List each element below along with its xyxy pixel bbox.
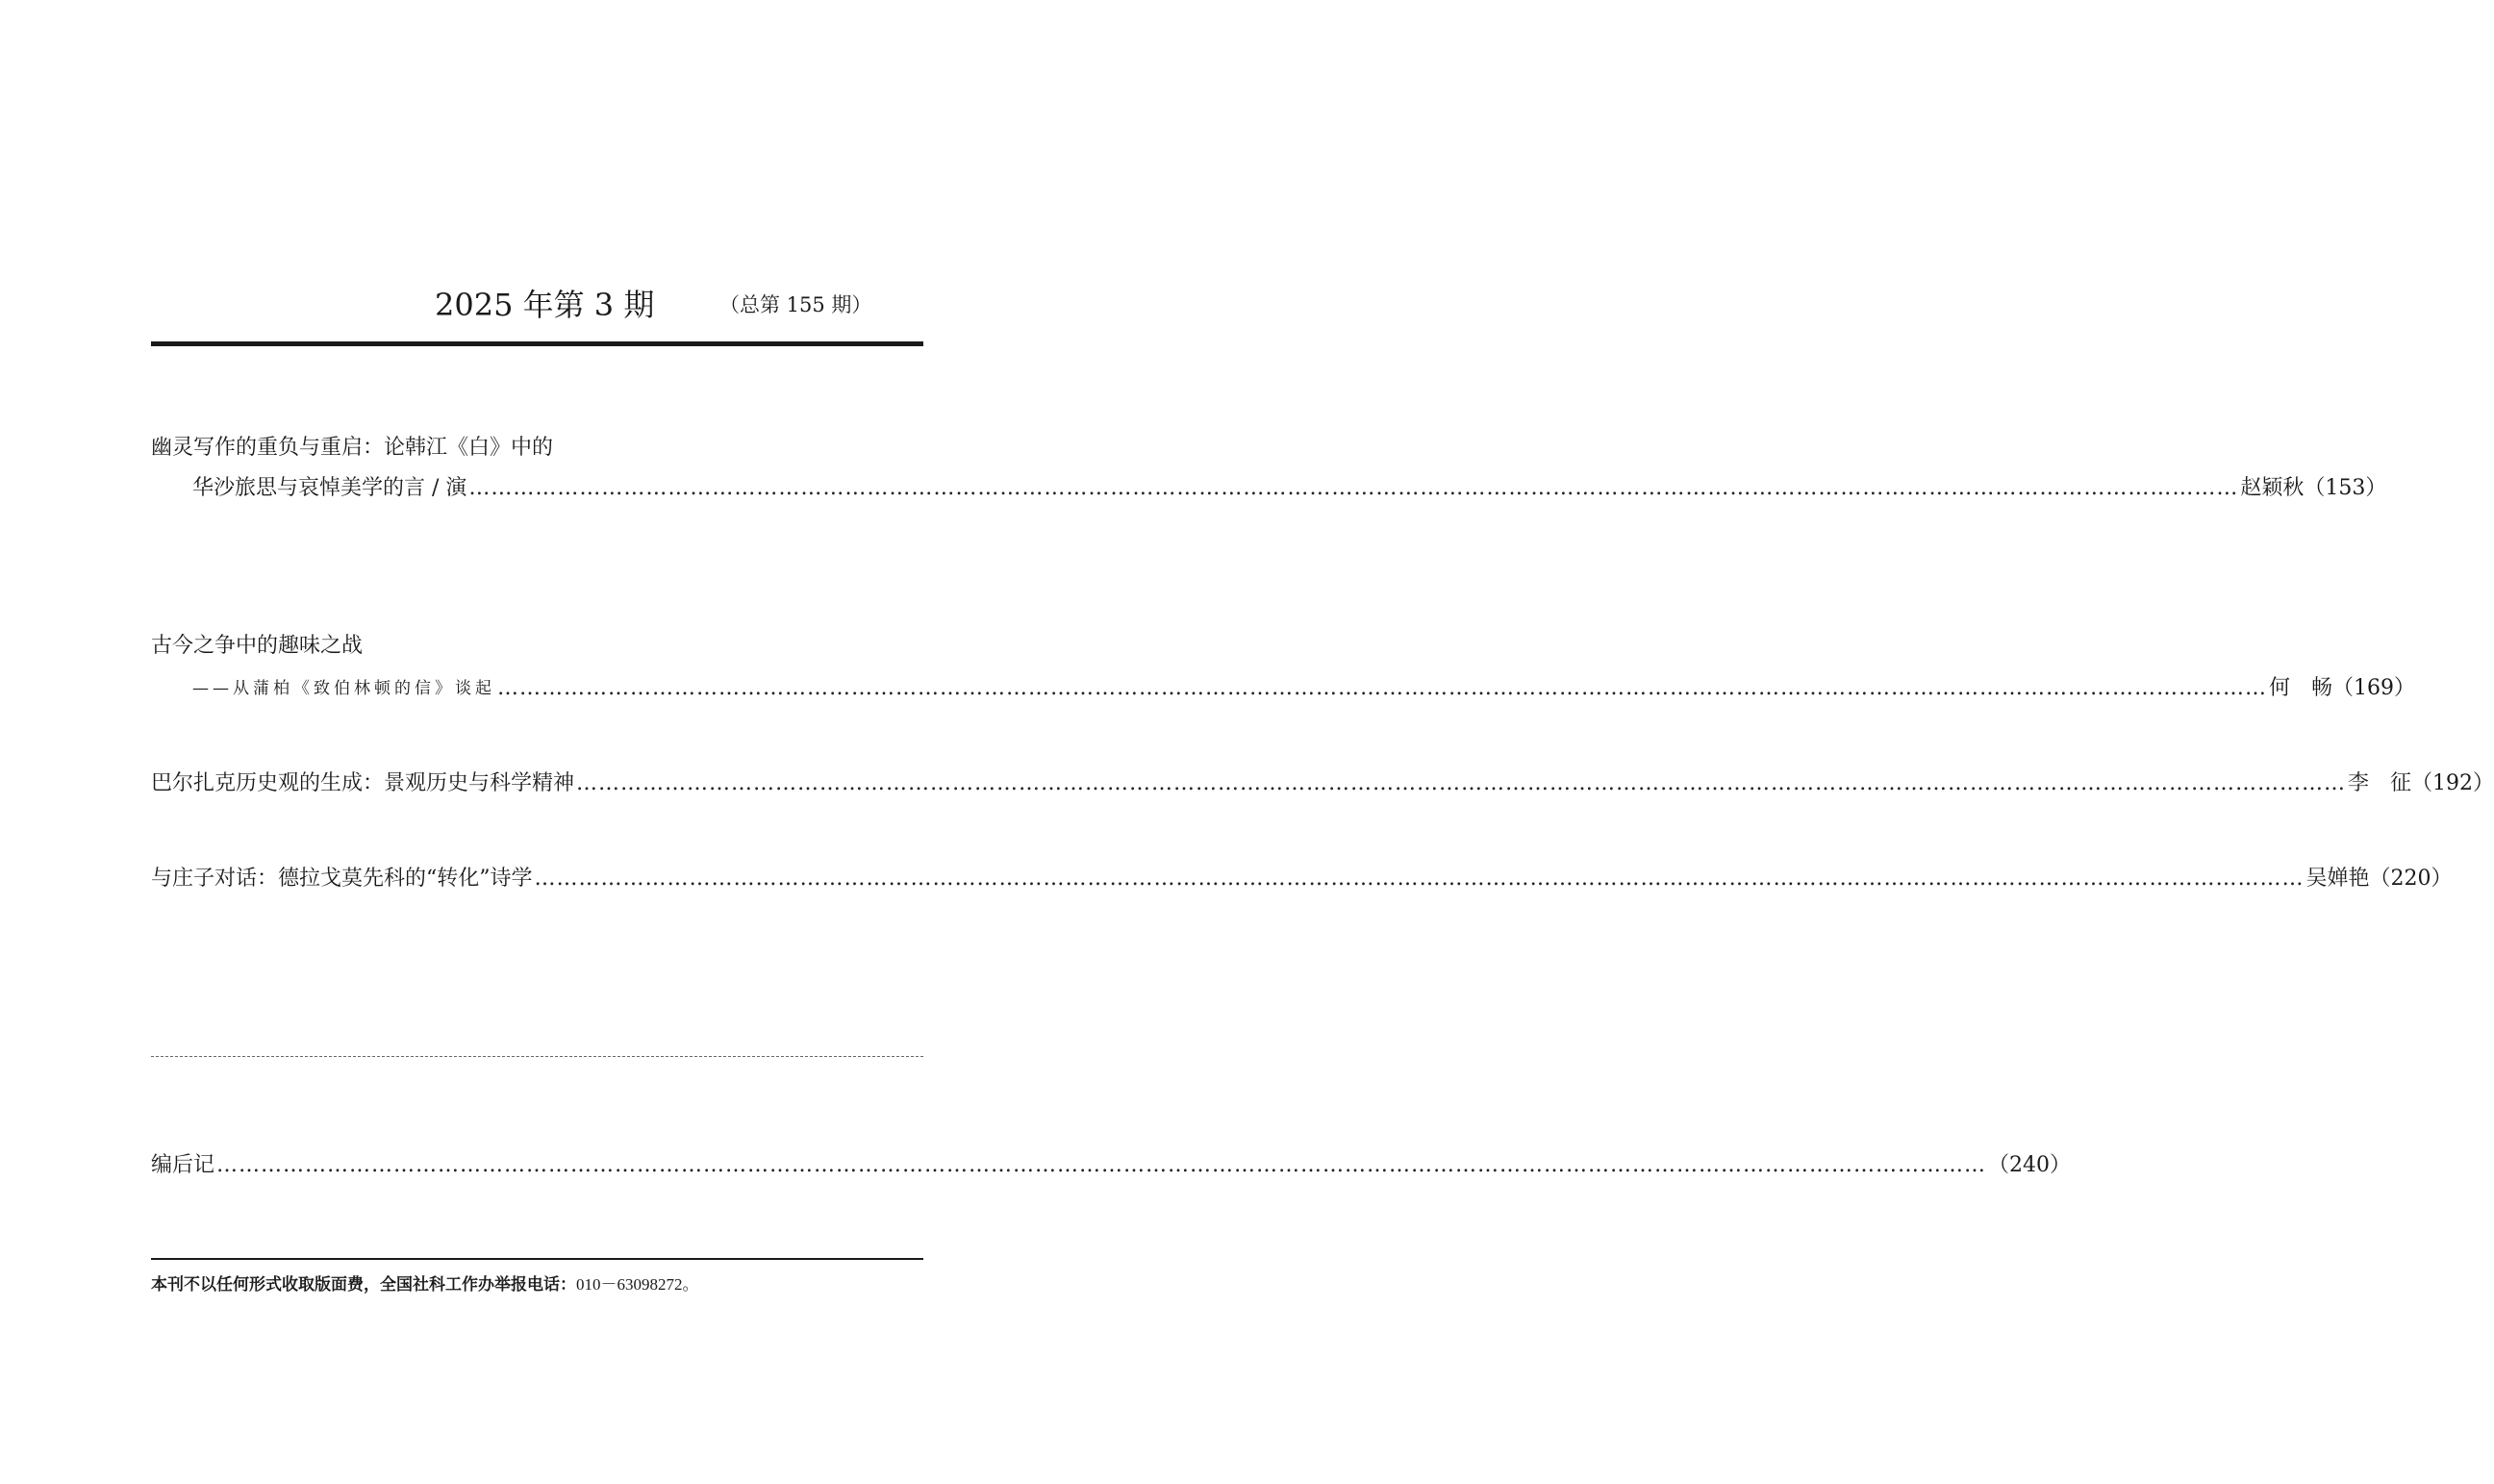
afterword-title: 编后记 bbox=[151, 1153, 215, 1177]
afterword-page: （240） bbox=[1988, 1153, 2072, 1177]
toc-entry-2-title[interactable] bbox=[151, 627, 923, 666]
toc-entry-subtitle: ——从蒲柏《致伯林顿的信》谈起 bbox=[192, 679, 495, 698]
toc-entry-1-continuation[interactable] bbox=[192, 469, 2387, 508]
toc-entry-title: 幽灵写作的重负与重启：论韩江《白》中的 bbox=[151, 436, 554, 460]
toc-entry-title: 巴尔扎克历史观的生成：景观历史与科学精神 bbox=[151, 771, 575, 795]
toc-entry-page: （169） bbox=[2332, 676, 2416, 700]
dot-leader: …………………………………………………………………………………………………………………………………………………………………………………………………………………… bbox=[468, 476, 2239, 500]
issue-header bbox=[0, 281, 1039, 329]
toc-entry-1-title[interactable] bbox=[151, 429, 923, 467]
dot-leader: …………………………………………………………………………………………………………………………………………………………………………………………………………………… bbox=[216, 1153, 1987, 1177]
toc-entry-3[interactable] bbox=[151, 765, 2494, 803]
footer-notice-text: 本刊不以任何形式收取版面费，全国社科工作办举报电话： bbox=[151, 1275, 576, 1295]
toc-afterword[interactable] bbox=[151, 1146, 2072, 1185]
toc-entry-author: 何 畅 bbox=[2269, 676, 2333, 700]
toc-entry-4[interactable] bbox=[151, 860, 2453, 898]
toc-entry-author: 吴婵艳 bbox=[2305, 867, 2370, 891]
toc-entry-title: 与庄子对话：德拉戈莫先科的“转化”诗学 bbox=[151, 867, 533, 891]
toc-entry-page: （153） bbox=[2304, 476, 2387, 500]
footer-rule bbox=[151, 1258, 923, 1260]
toc-entry-author: 李 征 bbox=[2348, 771, 2412, 795]
header-rule bbox=[151, 341, 923, 346]
toc-entry-title: 古今之争中的趣味之战 bbox=[151, 634, 364, 658]
toc-entry-2-subtitle-line[interactable] bbox=[192, 669, 2416, 708]
toc-entry-title: 华沙旅思与哀悼美学的言 / 演 bbox=[192, 476, 467, 500]
report-phone-number: 010－63098272。 bbox=[576, 1275, 699, 1294]
issue-number: 2025 年第 3 期 bbox=[435, 287, 655, 323]
toc-entry-author: 赵颖秋 bbox=[2240, 476, 2305, 500]
section-divider bbox=[151, 1056, 923, 1057]
dot-leader: …………………………………………………………………………………………………………………………………………………………………………………………………………………… bbox=[534, 867, 2305, 891]
dot-leader: …………………………………………………………………………………………………………………………………………………………………………………………………………………… bbox=[576, 771, 2347, 795]
toc-entry-page: （220） bbox=[2369, 867, 2453, 891]
footer-notice bbox=[151, 1271, 923, 1298]
total-issue-number: （总第 155 期） bbox=[719, 293, 872, 316]
toc-entry-page: （192） bbox=[2411, 771, 2494, 795]
dot-leader: …………………………………………………………………………………………………………………………………………………………………………………………………………………… bbox=[497, 676, 2267, 700]
